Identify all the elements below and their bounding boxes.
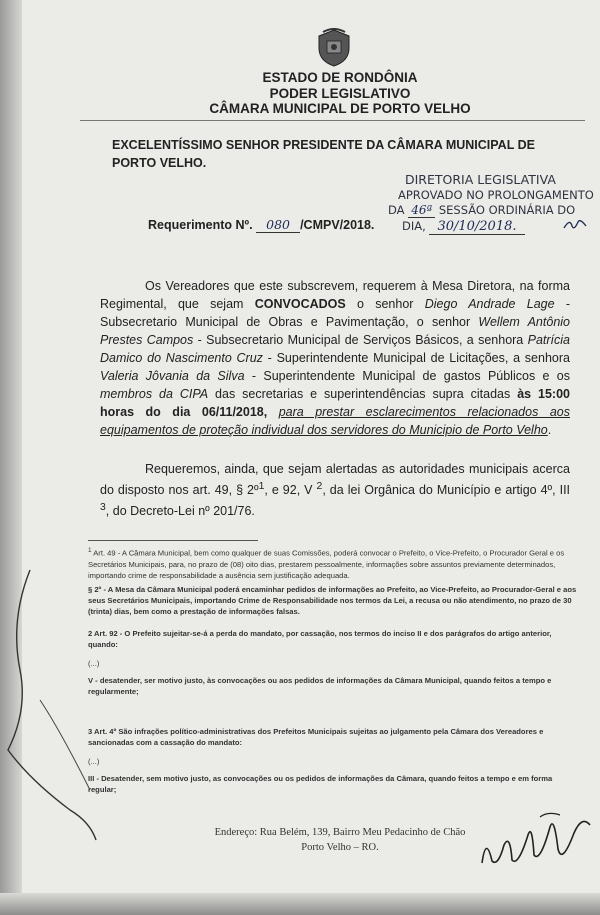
header-state: ESTADO DE RONDÔNIA: [262, 70, 418, 85]
stamp-date-prefix: DIA,: [402, 219, 426, 233]
footnote-1-text: Art. 49 - A Câmara Municipal, bem como qualquer de suas Comissões, poderá convocar o Prefeito, o Vice-Prefeito, o Procurador Geral e os Secretários Municipais, para, no prazo de (08) oito dias, prestarem pessoalmente, informações sobre assuntos previamente determinados, importando crime de responsabilidade a ausência sem justificação adequada.: [88, 548, 565, 580]
stamp-initials-icon: [562, 216, 588, 232]
header-branch: PODER LEGISLATIVO: [269, 86, 411, 101]
p1-text-f: - Superintendente Municipal de gastos Públicos e os: [244, 369, 571, 383]
p1-text-a: Os Vereadores que este subscrevem, requerem à Mesa Diretora, na forma Regimental, que sejam: [100, 279, 570, 311]
p1-purpose: para prestar esclarecimentos relacionados aos equipamentos de proteção individual dos servidores do Municipio de Porto Velho: [100, 405, 570, 437]
footer-address: Endereço: Rua Belém, 139, Bairro Meu Pedacinho de Chão: [214, 827, 466, 838]
footnote-ref-1: 1: [258, 481, 265, 492]
stamp-session-number: 46ª: [408, 203, 435, 218]
footnote-3-ellipsis: (...): [88, 757, 100, 766]
p2-text-c: , da lei Orgânica do Município e artigo 4º, III: [322, 483, 571, 498]
p1-text-d: - Subsecretario Municipal de Serviços Básicos, a senhora: [193, 333, 528, 347]
signature-icon: [470, 805, 595, 875]
footnote-2: [88, 628, 578, 650]
request-suffix: /CMPV/2018.: [300, 218, 375, 232]
p1-name-5: membros da CIPA: [100, 387, 209, 401]
p1-text-e: - Superintendente Municipal de Licitações, a senhora: [262, 351, 570, 365]
p2-text-d: , do Decreto-Lei nº 201/76.: [105, 504, 255, 519]
p1-name-4: Valeria Jôvania da Silva: [100, 369, 245, 383]
footnote-2-item-text: V - desatender, ser motivo justo, às convocações ou aos pedidos de informações da Câmara Municipal, quando feitos a tempo e regularmente;: [88, 676, 552, 696]
coat-of-arms-icon: [315, 28, 353, 68]
footnote-2-ellipsis: (...): [88, 659, 100, 668]
p1-end: .: [547, 423, 552, 437]
footnote-2-item: [88, 675, 578, 697]
stamp-session-prefix: DA: [388, 203, 405, 217]
footnote-divider: [88, 540, 258, 541]
stamp-approved: APROVADO NO PROLONGAMENTO: [398, 188, 594, 202]
stamp-date-line: [402, 219, 525, 234]
p1-name-3: Patrícia Damico do Nascimento Cruz: [100, 333, 570, 365]
stamp-session-line: [388, 203, 575, 217]
p2-text-b: , e 92, V: [264, 483, 317, 498]
address-line-1: EXCELENTÍSSIMO SENHOR PRESIDENTE DA CÂMARA MUNICIPAL DE: [112, 138, 535, 152]
margin-signature-icon: [0, 560, 100, 860]
request-number: 080: [256, 217, 300, 233]
footnote-1: [88, 545, 578, 581]
footnote-1-paragraph: [88, 584, 578, 617]
header-chamber: CÂMARA MUNICIPAL DE PORTO VELHO: [209, 101, 471, 116]
p1-text-b: o senhor: [345, 297, 425, 311]
stamp-title: DIRETORIA LEGISLATIVA: [405, 172, 556, 187]
footnote-ref-2: 2: [316, 481, 323, 492]
p1-convocados: CONVOCADOS: [254, 297, 346, 311]
stamp-date: 30/10/2018.: [429, 219, 524, 235]
p1-name-2: Wellem Antônio Prestes Campos: [100, 315, 570, 347]
p1-time: às 15:00 horas do dia 06/11/2018,: [100, 387, 570, 419]
footnote-3: [88, 726, 578, 748]
footnote-3-item: [88, 773, 578, 795]
stamp-session-suffix: SESSÃO ORDINÁRIA DO: [438, 203, 576, 217]
footnote-1-par-text: § 2º - A Mesa da Câmara Municipal poderá encaminhar pedidos de informações ao Prefeito, ao Vice-Prefeito, ao Procurador-Geral e aos seus Secretários Municipais, importando Crime de Responsabilidade nos termos da Lei, a recusa ou não atendimento, no prazo de 30 (trinta) dias, bem como a prestação de informações falsas.: [88, 585, 577, 616]
footnote-3-text: 3 Art. 4º São infrações político-administrativas dos Prefeitos Municipais sujeitas ao julgamento pela Câmara dos Vereadores e sancionadas com a cassação do mandato:: [88, 727, 544, 747]
body-paragraph-2: [100, 460, 570, 520]
request-number-line: [148, 217, 374, 233]
footnote-1-number: 1: [88, 547, 92, 554]
page-bottom-shadow: [0, 893, 600, 915]
p2-text-a: Requeremos, ainda, que sejam alertadas as autoridades municipais acerca do disposto nos art. 49, § 2º: [100, 462, 570, 498]
footnote-3-item-text: III - Desatender, sem motivo justo, as convocações ou os pedidos de informações da Câmara, quando feitos a tempo e em forma regular;: [88, 774, 553, 794]
footnote-ref-3: 3: [100, 502, 106, 514]
p1-text-g: das secretarias e superintendências supra citadas: [208, 387, 518, 401]
p1-name-1: Diego Andrade Lage: [424, 297, 555, 311]
body-paragraph-1: [100, 277, 570, 439]
address-line-2: PORTO VELHO.: [112, 156, 207, 170]
p1-text-c: - Subsecretario Municipal de Obras e Pavimentação, o senhor: [100, 297, 571, 329]
footer-city: Porto Velho – RO.: [301, 842, 379, 853]
header-divider: [80, 120, 585, 121]
footnote-2-text: 2 Art. 92 - O Prefeito sujeitar-se-á a perda do mandato, por cassação, nos termos do inciso II e dos parágrafos do artigo anterior, quando:: [88, 629, 552, 649]
request-label: Requerimento Nº.: [148, 218, 253, 232]
